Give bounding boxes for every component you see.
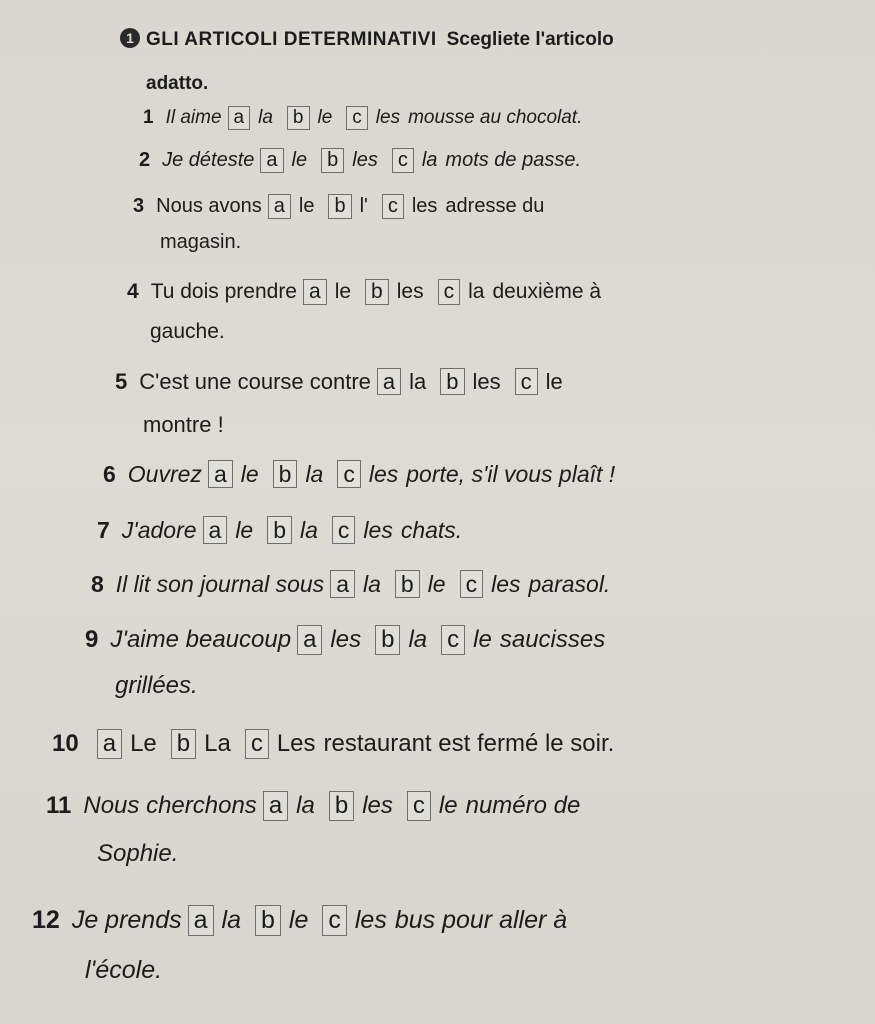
option-article: le: [240, 461, 259, 487]
option-letter-box[interactable]: b: [328, 194, 351, 219]
item-sentence-continuation: gauche.: [150, 320, 225, 343]
option-article: la: [409, 369, 427, 394]
exercise-number-badge: 1: [120, 28, 140, 48]
option-letter-box[interactable]: a: [260, 148, 283, 173]
option-letter-box[interactable]: b: [171, 729, 196, 759]
option-article: les: [368, 461, 399, 487]
item-sentence-continuation: grillées.: [115, 672, 198, 699]
option-article: les: [363, 517, 393, 543]
exercise-header: [120, 18, 840, 106]
item-sentence-end: porte, s'il vous plaît !: [406, 461, 616, 487]
exercise-item: [91, 562, 610, 606]
option-article: le: [473, 626, 492, 653]
item-sentence-end: mousse au chocolat.: [408, 107, 583, 128]
exercise-item: [97, 508, 462, 552]
option-article: le: [317, 107, 333, 128]
option-article: les: [354, 906, 387, 934]
option-article: les: [375, 107, 401, 128]
item-sentence-end: saucisses: [499, 626, 606, 653]
item-sentence-start: Il lit son journal sous: [115, 571, 325, 597]
option-article: le: [334, 280, 352, 303]
item-number: 1: [143, 107, 154, 128]
item-number: 6: [103, 461, 116, 487]
item-sentence-end: chats.: [400, 517, 463, 543]
option-article: la: [305, 461, 324, 487]
item-sentence-end: mots de passe.: [445, 149, 582, 171]
option-letter-box[interactable]: b: [321, 148, 344, 173]
item-sentence-continuation: magasin.: [160, 231, 242, 253]
option-letter-box[interactable]: c: [460, 570, 484, 598]
item-sentence-start: Tu dois prendre: [150, 280, 297, 303]
item-sentence-end: numéro de: [465, 792, 581, 819]
option-letter-box[interactable]: b: [287, 106, 310, 130]
option-letter-box[interactable]: c: [515, 368, 538, 395]
exercise-item: [85, 618, 605, 662]
option-article: la: [468, 280, 485, 303]
option-article: les: [330, 626, 362, 653]
option-letter-box[interactable]: b: [329, 791, 354, 821]
option-letter-box[interactable]: b: [375, 625, 400, 655]
item-sentence-end: deuxième à: [492, 280, 602, 303]
option-article: les: [411, 195, 438, 217]
item-sentence-start: Nous cherchons: [83, 792, 257, 819]
option-letter-box[interactable]: b: [267, 516, 292, 544]
option-letter-box[interactable]: c: [407, 791, 431, 821]
option-letter-box[interactable]: b: [273, 460, 298, 488]
option-letter-box[interactable]: a: [263, 791, 288, 821]
item-sentence-start: Je prends: [71, 906, 182, 934]
item-sentence-start: J'aime beaucoup: [110, 626, 292, 653]
option-letter-box[interactable]: a: [268, 194, 291, 219]
item-sentence-start: J'adore: [121, 517, 197, 543]
item-sentence-start: Je déteste: [162, 149, 255, 171]
option-letter-box[interactable]: c: [332, 516, 356, 544]
option-letter-box[interactable]: c: [322, 905, 347, 936]
option-article: le: [545, 369, 563, 394]
option-letter-box[interactable]: c: [392, 148, 414, 173]
option-letter-box[interactable]: a: [297, 625, 322, 655]
option-letter-box[interactable]: b: [440, 368, 464, 395]
item-number: 2: [139, 149, 151, 171]
option-article: les: [352, 149, 378, 171]
item-number: 12: [32, 906, 60, 934]
item-number: 11: [46, 792, 72, 819]
option-letter-box[interactable]: a: [330, 570, 355, 598]
item-number: 7: [97, 517, 110, 543]
option-letter-box[interactable]: c: [346, 106, 368, 130]
item-number: 10: [52, 730, 79, 757]
option-letter-box[interactable]: a: [208, 460, 233, 488]
option-letter-box[interactable]: a: [303, 279, 327, 305]
option-article: la: [221, 906, 241, 934]
option-article: le: [427, 571, 446, 597]
option-article: la: [362, 571, 381, 597]
item-sentence-start: Ouvrez: [127, 461, 202, 487]
option-article: la: [421, 149, 438, 171]
option-letter-box[interactable]: a: [203, 516, 228, 544]
option-letter-box[interactable]: b: [365, 279, 389, 305]
option-article: les: [491, 571, 521, 597]
option-letter-box[interactable]: a: [188, 905, 214, 936]
exercise-instruction-line1: Scegliete l'articolo: [446, 29, 614, 50]
option-letter-box[interactable]: c: [245, 729, 269, 759]
option-article: les: [396, 280, 424, 303]
option-article: Le: [130, 730, 157, 757]
item-sentence-continuation: l'école.: [85, 956, 163, 984]
option-letter-box[interactable]: a: [228, 106, 251, 130]
option-article: le: [235, 517, 254, 543]
item-sentence-continuation: montre !: [143, 412, 224, 437]
item-number: 5: [115, 369, 128, 394]
option-letter-box[interactable]: c: [337, 460, 361, 488]
option-article: la: [300, 517, 318, 543]
item-sentence-end: adresse du: [445, 195, 545, 217]
exercise-item: [143, 96, 582, 140]
item-sentence-start: C'est une course contre: [139, 369, 371, 394]
item-number: 9: [85, 626, 99, 653]
option-article: la: [408, 626, 428, 653]
option-letter-box[interactable]: b: [395, 570, 420, 598]
option-letter-box[interactable]: c: [382, 194, 404, 219]
item-sentence-start: Il aime: [165, 107, 222, 128]
option-article: le: [438, 792, 458, 819]
option-letter-box[interactable]: b: [255, 905, 281, 936]
exercise-instruction-line2: adatto.: [146, 73, 209, 94]
exercise-item: [46, 784, 580, 828]
option-article: la: [258, 107, 273, 128]
exercise-item: [139, 138, 581, 182]
exercise-title: GLI ARTICOLI DETERMINATIVI: [146, 29, 437, 50]
option-article: le: [288, 906, 309, 934]
option-article: Les: [276, 730, 316, 757]
option-letter-box[interactable]: c: [441, 625, 465, 655]
item-sentence-end: parasol.: [528, 571, 611, 597]
exercise-item: [32, 898, 567, 942]
option-letter-box[interactable]: a: [97, 729, 122, 759]
option-letter-box[interactable]: c: [438, 279, 461, 305]
option-article: les: [472, 369, 501, 394]
exercise-item: [127, 270, 601, 314]
item-number: 8: [91, 571, 104, 597]
exercise-item: [115, 360, 571, 404]
exercise-item: [52, 722, 614, 766]
option-article: l': [359, 195, 368, 217]
option-article: le: [298, 195, 315, 217]
item-sentence-end: restaurant est fermé le soir.: [323, 730, 615, 757]
option-article: les: [362, 792, 393, 819]
item-sentence-start: Nous avons: [156, 195, 262, 217]
option-article: la: [296, 792, 315, 819]
item-number: 4: [127, 280, 139, 303]
option-article: La: [204, 730, 231, 757]
item-number: 3: [133, 195, 145, 217]
option-letter-box[interactable]: a: [377, 368, 401, 395]
item-sentence-continuation: Sophie.: [97, 840, 179, 867]
item-sentence-end: bus pour aller à: [394, 906, 568, 934]
exercise-item: [103, 452, 615, 496]
option-article: le: [291, 149, 308, 171]
